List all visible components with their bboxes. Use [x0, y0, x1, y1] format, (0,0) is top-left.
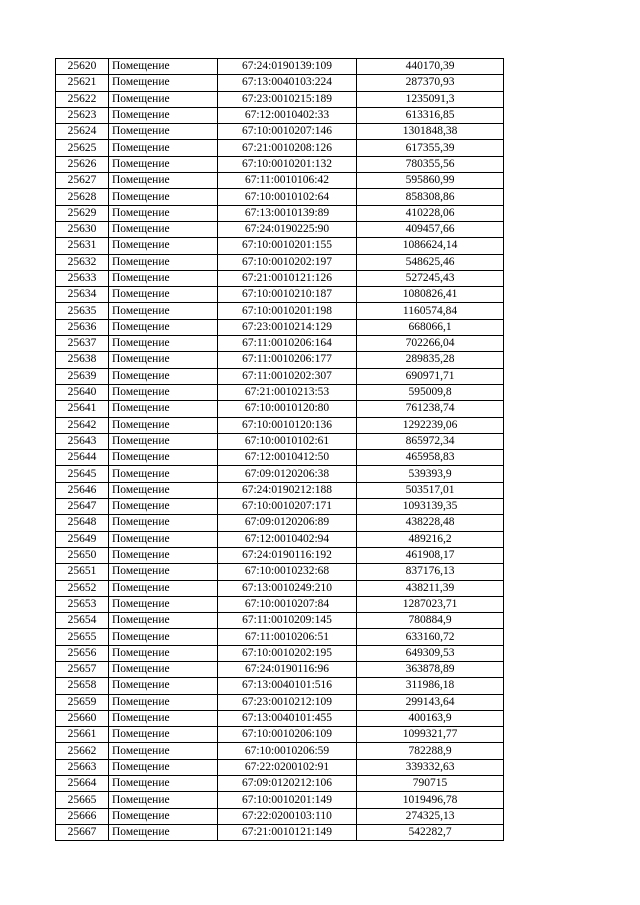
row-number-cell: 25647: [56, 499, 109, 515]
row-number-cell: 25665: [56, 792, 109, 808]
cadastral-value-cell: 702266,04: [357, 336, 504, 352]
table-row: [56, 368, 504, 384]
cadastral-number-cell: 67:24:0190139:109: [218, 59, 357, 75]
table-row: [56, 75, 504, 91]
cadastral-value-cell: 1080826,41: [357, 287, 504, 303]
table-row: [56, 482, 504, 498]
cadastral-number-cell: 67:12:0010402:94: [218, 531, 357, 547]
object-type-cell: Помещение: [109, 270, 218, 286]
object-type-cell: Помещение: [109, 59, 218, 75]
table-row: [56, 808, 504, 824]
object-type-cell: Помещение: [109, 596, 218, 612]
table-row: [56, 792, 504, 808]
object-type-cell: Помещение: [109, 221, 218, 237]
object-type-cell: Помещение: [109, 91, 218, 107]
row-number-cell: 25654: [56, 613, 109, 629]
cadastral-number-cell: 67:11:0010206:164: [218, 336, 357, 352]
cadastral-number-cell: 67:24:0190116:192: [218, 547, 357, 563]
cadastral-value-cell: 461908,17: [357, 547, 504, 563]
object-type-cell: Помещение: [109, 531, 218, 547]
object-type-cell: Помещение: [109, 645, 218, 661]
object-type-cell: Помещение: [109, 808, 218, 824]
object-type-cell: Помещение: [109, 433, 218, 449]
cadastral-value-cell: 617355,39: [357, 140, 504, 156]
cadastral-number-cell: 67:13:0010139:89: [218, 205, 357, 221]
object-type-cell: Помещение: [109, 613, 218, 629]
object-type-cell: Помещение: [109, 694, 218, 710]
object-type-cell: Помещение: [109, 547, 218, 563]
row-number-cell: 25630: [56, 221, 109, 237]
table-row: [56, 173, 504, 189]
object-type-cell: Помещение: [109, 482, 218, 498]
table-row: [56, 727, 504, 743]
cadastral-value-cell: 613316,85: [357, 107, 504, 123]
object-type-cell: Помещение: [109, 140, 218, 156]
table-row: [56, 433, 504, 449]
object-type-cell: Помещение: [109, 824, 218, 840]
table-row: [56, 694, 504, 710]
object-type-cell: Помещение: [109, 173, 218, 189]
object-type-cell: Помещение: [109, 205, 218, 221]
object-type-cell: Помещение: [109, 352, 218, 368]
table-row: [56, 107, 504, 123]
cadastral-value-cell: 633160,72: [357, 629, 504, 645]
row-number-cell: 25629: [56, 205, 109, 221]
cadastral-number-cell: 67:10:0010120:80: [218, 401, 357, 417]
row-number-cell: 25636: [56, 319, 109, 335]
cadastral-number-cell: 67:24:0190116:96: [218, 661, 357, 677]
cadastral-number-cell: 67:11:0010202:307: [218, 368, 357, 384]
cadastral-value-cell: 527245,43: [357, 270, 504, 286]
row-number-cell: 25634: [56, 287, 109, 303]
cadastral-number-cell: 67:22:0200103:110: [218, 808, 357, 824]
row-number-cell: 25620: [56, 59, 109, 75]
cadastral-number-cell: 67:13:0010249:210: [218, 580, 357, 596]
cadastral-value-cell: 1086624,14: [357, 238, 504, 254]
cadastral-number-cell: 67:23:0010215:189: [218, 91, 357, 107]
row-number-cell: 25626: [56, 156, 109, 172]
cadastral-number-cell: 67:24:0190225:90: [218, 221, 357, 237]
cadastral-number-cell: 67:10:0010201:132: [218, 156, 357, 172]
object-type-cell: Помещение: [109, 743, 218, 759]
cadastral-value-cell: 489216,2: [357, 531, 504, 547]
cadastral-number-cell: 67:10:0010207:146: [218, 124, 357, 140]
cadastral-value-cell: 690971,71: [357, 368, 504, 384]
cadastral-value-cell: 1093139,35: [357, 499, 504, 515]
cadastral-number-cell: 67:11:0010209:145: [218, 613, 357, 629]
cadastral-value-cell: 503517,01: [357, 482, 504, 498]
row-number-cell: 25659: [56, 694, 109, 710]
row-number-cell: 25625: [56, 140, 109, 156]
row-number-cell: 25658: [56, 678, 109, 694]
cadastral-number-cell: 67:24:0190212:188: [218, 482, 357, 498]
cadastral-number-cell: 67:22:0200102:91: [218, 759, 357, 775]
cadastral-value-cell: 858308,86: [357, 189, 504, 205]
cadastral-value-cell: 1301848,38: [357, 124, 504, 140]
row-number-cell: 25638: [56, 352, 109, 368]
row-number-cell: 25621: [56, 75, 109, 91]
object-type-cell: Помещение: [109, 661, 218, 677]
table-row: [56, 776, 504, 792]
row-number-cell: 25622: [56, 91, 109, 107]
table-row: [56, 352, 504, 368]
table-row: [56, 613, 504, 629]
table-row: [56, 287, 504, 303]
table-row: [56, 303, 504, 319]
row-number-cell: 25662: [56, 743, 109, 759]
row-number-cell: 25657: [56, 661, 109, 677]
cadastral-number-cell: 67:10:0010206:109: [218, 727, 357, 743]
cadastral-value-cell: 595860,99: [357, 173, 504, 189]
table-row: [56, 238, 504, 254]
cadastral-number-cell: 67:10:0010207:171: [218, 499, 357, 515]
table-row: [56, 564, 504, 580]
table-row: [56, 156, 504, 172]
object-type-cell: Помещение: [109, 336, 218, 352]
registry-table-body: [56, 59, 504, 841]
row-number-cell: 25651: [56, 564, 109, 580]
table-row: [56, 91, 504, 107]
table-row: [56, 710, 504, 726]
cadastral-number-cell: 67:10:0010232:68: [218, 564, 357, 580]
object-type-cell: Помещение: [109, 368, 218, 384]
row-number-cell: 25644: [56, 450, 109, 466]
cadastral-value-cell: 440170,39: [357, 59, 504, 75]
cadastral-value-cell: 649309,53: [357, 645, 504, 661]
cadastral-number-cell: 67:10:0010201:155: [218, 238, 357, 254]
row-number-cell: 25641: [56, 401, 109, 417]
cadastral-number-cell: 67:21:0010121:126: [218, 270, 357, 286]
object-type-cell: Помещение: [109, 384, 218, 400]
row-number-cell: 25623: [56, 107, 109, 123]
cadastral-value-cell: 465958,83: [357, 450, 504, 466]
cadastral-value-cell: 1019496,78: [357, 792, 504, 808]
cadastral-number-cell: 67:13:0040101:455: [218, 710, 357, 726]
cadastral-number-cell: 67:09:0120212:106: [218, 776, 357, 792]
object-type-cell: Помещение: [109, 629, 218, 645]
cadastral-number-cell: 67:10:0010206:59: [218, 743, 357, 759]
cadastral-number-cell: 67:11:0010206:177: [218, 352, 357, 368]
row-number-cell: 25624: [56, 124, 109, 140]
table-row: [56, 661, 504, 677]
cadastral-value-cell: 363878,89: [357, 661, 504, 677]
object-type-cell: Помещение: [109, 792, 218, 808]
table-row: [56, 336, 504, 352]
cadastral-value-cell: 438228,48: [357, 515, 504, 531]
table-row: [56, 580, 504, 596]
row-number-cell: 25660: [56, 710, 109, 726]
cadastral-value-cell: 1160574,84: [357, 303, 504, 319]
cadastral-number-cell: 67:11:0010206:51: [218, 629, 357, 645]
row-number-cell: 25664: [56, 776, 109, 792]
cadastral-value-cell: 837176,13: [357, 564, 504, 580]
row-number-cell: 25656: [56, 645, 109, 661]
row-number-cell: 25648: [56, 515, 109, 531]
row-number-cell: 25650: [56, 547, 109, 563]
object-type-cell: Помещение: [109, 124, 218, 140]
cadastral-number-cell: 67:10:0010210:187: [218, 287, 357, 303]
cadastral-number-cell: 67:12:0010402:33: [218, 107, 357, 123]
object-type-cell: Помещение: [109, 238, 218, 254]
cadastral-number-cell: 67:10:0010102:64: [218, 189, 357, 205]
object-type-cell: Помещение: [109, 759, 218, 775]
table-row: [56, 547, 504, 563]
object-type-cell: Помещение: [109, 254, 218, 270]
table-row: [56, 743, 504, 759]
table-row: [56, 319, 504, 335]
object-type-cell: Помещение: [109, 401, 218, 417]
table-row: [56, 270, 504, 286]
table-row: [56, 417, 504, 433]
row-number-cell: 25637: [56, 336, 109, 352]
cadastral-number-cell: 67:10:0010201:198: [218, 303, 357, 319]
cadastral-value-cell: 780355,56: [357, 156, 504, 172]
table-row: [56, 466, 504, 482]
object-type-cell: Помещение: [109, 466, 218, 482]
row-number-cell: 25667: [56, 824, 109, 840]
object-type-cell: Помещение: [109, 107, 218, 123]
table-row: [56, 596, 504, 612]
object-type-cell: Помещение: [109, 303, 218, 319]
cadastral-value-cell: 289835,28: [357, 352, 504, 368]
object-type-cell: Помещение: [109, 499, 218, 515]
table-row: [56, 531, 504, 547]
table-row: [56, 401, 504, 417]
object-type-cell: Помещение: [109, 564, 218, 580]
registry-table: [55, 58, 504, 841]
object-type-cell: Помещение: [109, 417, 218, 433]
cadastral-value-cell: 1099321,77: [357, 727, 504, 743]
table-row: [56, 499, 504, 515]
object-type-cell: Помещение: [109, 75, 218, 91]
cadastral-number-cell: 67:21:0010208:126: [218, 140, 357, 156]
table-row: [56, 59, 504, 75]
table-row: [56, 759, 504, 775]
cadastral-value-cell: 542282,7: [357, 824, 504, 840]
table-row: [56, 515, 504, 531]
object-type-cell: Помещение: [109, 710, 218, 726]
row-number-cell: 25631: [56, 238, 109, 254]
table-row: [56, 205, 504, 221]
row-number-cell: 25643: [56, 433, 109, 449]
cadastral-value-cell: 780884,9: [357, 613, 504, 629]
object-type-cell: Помещение: [109, 156, 218, 172]
row-number-cell: 25646: [56, 482, 109, 498]
cadastral-number-cell: 67:10:0010201:149: [218, 792, 357, 808]
object-type-cell: Помещение: [109, 287, 218, 303]
cadastral-value-cell: 274325,13: [357, 808, 504, 824]
object-type-cell: Помещение: [109, 515, 218, 531]
row-number-cell: 25635: [56, 303, 109, 319]
object-type-cell: Помещение: [109, 727, 218, 743]
cadastral-value-cell: 400163,9: [357, 710, 504, 726]
row-number-cell: 25649: [56, 531, 109, 547]
cadastral-number-cell: 67:09:0120206:38: [218, 466, 357, 482]
table-row: [56, 629, 504, 645]
cadastral-value-cell: 761238,74: [357, 401, 504, 417]
object-type-cell: Помещение: [109, 189, 218, 205]
object-type-cell: Помещение: [109, 450, 218, 466]
row-number-cell: 25655: [56, 629, 109, 645]
row-number-cell: 25633: [56, 270, 109, 286]
cadastral-number-cell: 67:10:0010207:84: [218, 596, 357, 612]
row-number-cell: 25645: [56, 466, 109, 482]
row-number-cell: 25652: [56, 580, 109, 596]
table-row: [56, 140, 504, 156]
cadastral-value-cell: 548625,46: [357, 254, 504, 270]
table-row: [56, 221, 504, 237]
table-row: [56, 254, 504, 270]
cadastral-value-cell: 438211,39: [357, 580, 504, 596]
row-number-cell: 25661: [56, 727, 109, 743]
cadastral-value-cell: 1292239,06: [357, 417, 504, 433]
cadastral-number-cell: 67:09:0120206:89: [218, 515, 357, 531]
cadastral-number-cell: 67:21:0010213:53: [218, 384, 357, 400]
cadastral-value-cell: 668066,1: [357, 319, 504, 335]
cadastral-number-cell: 67:23:0010212:109: [218, 694, 357, 710]
object-type-cell: Помещение: [109, 580, 218, 596]
cadastral-number-cell: 67:10:0010120:136: [218, 417, 357, 433]
cadastral-number-cell: 67:12:0010412:50: [218, 450, 357, 466]
row-number-cell: 25653: [56, 596, 109, 612]
table-row: [56, 645, 504, 661]
row-number-cell: 25642: [56, 417, 109, 433]
cadastral-value-cell: 1287023,71: [357, 596, 504, 612]
object-type-cell: Помещение: [109, 319, 218, 335]
row-number-cell: 25639: [56, 368, 109, 384]
cadastral-value-cell: 410228,06: [357, 205, 504, 221]
table-row: [56, 189, 504, 205]
cadastral-value-cell: 409457,66: [357, 221, 504, 237]
table-row: [56, 450, 504, 466]
cadastral-value-cell: 782288,9: [357, 743, 504, 759]
cadastral-value-cell: 287370,93: [357, 75, 504, 91]
cadastral-value-cell: 539393,9: [357, 466, 504, 482]
table-row: [56, 124, 504, 140]
cadastral-value-cell: 339332,63: [357, 759, 504, 775]
cadastral-number-cell: 67:21:0010121:149: [218, 824, 357, 840]
cadastral-number-cell: 67:10:0010202:197: [218, 254, 357, 270]
object-type-cell: Помещение: [109, 678, 218, 694]
row-number-cell: 25632: [56, 254, 109, 270]
row-number-cell: 25628: [56, 189, 109, 205]
row-number-cell: 25640: [56, 384, 109, 400]
cadastral-number-cell: 67:13:0040103:224: [218, 75, 357, 91]
cadastral-value-cell: 1235091,3: [357, 91, 504, 107]
cadastral-value-cell: 595009,8: [357, 384, 504, 400]
row-number-cell: 25627: [56, 173, 109, 189]
row-number-cell: 25663: [56, 759, 109, 775]
cadastral-number-cell: 67:11:0010106:42: [218, 173, 357, 189]
cadastral-number-cell: 67:10:0010202:195: [218, 645, 357, 661]
object-type-cell: Помещение: [109, 776, 218, 792]
table-row: [56, 678, 504, 694]
cadastral-number-cell: 67:10:0010102:61: [218, 433, 357, 449]
cadastral-value-cell: 311986,18: [357, 678, 504, 694]
table-row: [56, 384, 504, 400]
cadastral-value-cell: 299143,64: [357, 694, 504, 710]
row-number-cell: 25666: [56, 808, 109, 824]
cadastral-number-cell: 67:23:0010214:129: [218, 319, 357, 335]
table-row: [56, 824, 504, 840]
cadastral-number-cell: 67:13:0040101:516: [218, 678, 357, 694]
cadastral-value-cell: 790715: [357, 776, 504, 792]
cadastral-value-cell: 865972,34: [357, 433, 504, 449]
